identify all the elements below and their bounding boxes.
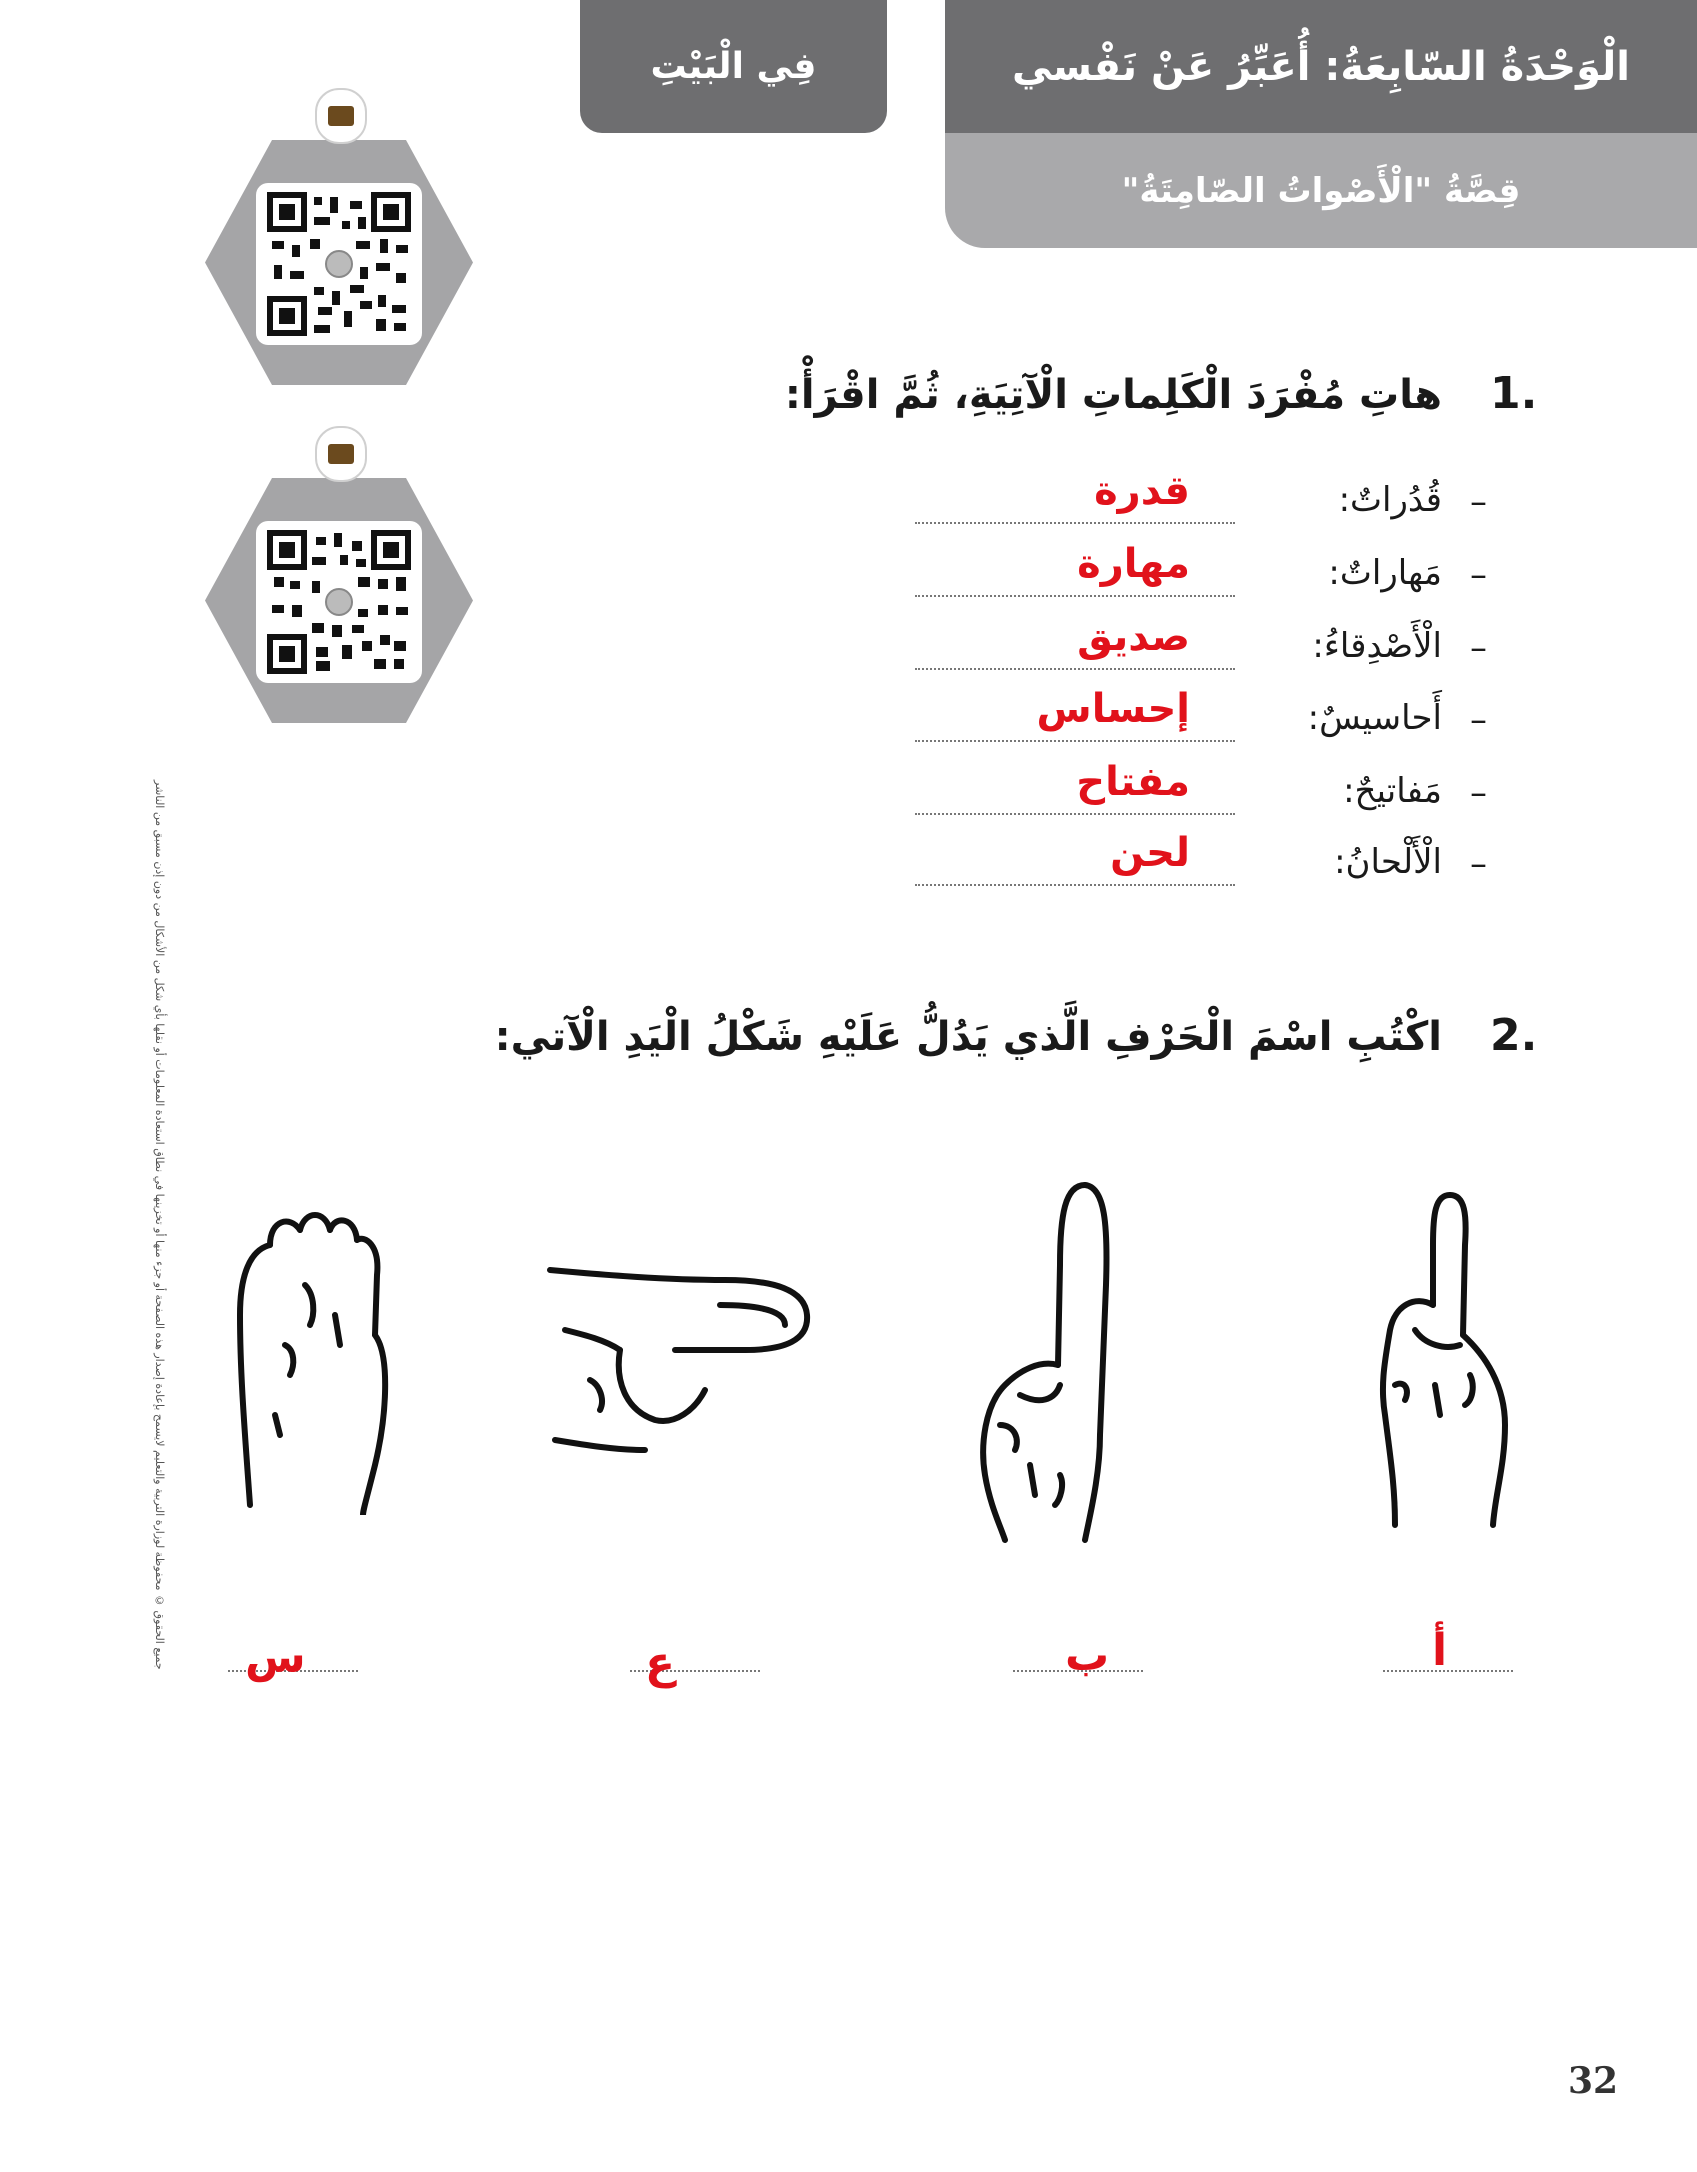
- singular-answer[interactable]: قدرة: [1094, 468, 1190, 514]
- qr-code[interactable]: [256, 521, 422, 683]
- answer-line[interactable]: [915, 595, 1235, 597]
- question-2-prompt: اكْتُبِ اسْمَ الْحَرْفِ الَّذي يَدُلُّ عَلَيْهِ شَكْلُ الْيَدِ الْآتي:: [494, 1014, 1442, 1060]
- row-dash: –: [1470, 700, 1487, 740]
- home-tab: [580, 0, 887, 133]
- question-2-number: 2.: [1490, 1010, 1538, 1061]
- row-dash: –: [1470, 628, 1487, 668]
- plural-word: الْأَلْحانُ:: [1334, 842, 1442, 882]
- answer-line[interactable]: [915, 522, 1235, 524]
- singular-answer[interactable]: مهارة: [1077, 541, 1190, 587]
- letter-answer[interactable]: أ: [1432, 1625, 1448, 1676]
- hand-sign-ba-illustration: [960, 1175, 1160, 1545]
- answer-line[interactable]: [915, 740, 1235, 742]
- qr-code-badge-2[interactable]: [205, 478, 473, 723]
- letter-answer[interactable]: ع: [645, 1638, 676, 1689]
- unit-title-banner: [945, 0, 1697, 133]
- row-dash: –: [1470, 773, 1487, 813]
- qr-code[interactable]: [256, 183, 422, 345]
- plural-word: قُدُراتٌ:: [1338, 480, 1442, 520]
- story-title-banner: [945, 133, 1697, 248]
- letter-answer-line[interactable]: [1383, 1670, 1513, 1672]
- hand-sign-ain-illustration: [545, 1250, 815, 1465]
- story-title: قِصَّةُ "الْأَصْواتُ الصّامِتَةُ": [1121, 170, 1521, 211]
- answer-line[interactable]: [915, 884, 1235, 886]
- row-dash: –: [1470, 555, 1487, 595]
- singular-answer[interactable]: لحن: [1110, 830, 1190, 876]
- hand-sign-sin-illustration: [215, 1185, 415, 1515]
- unit-title: الْوَحْدَةُ السّابِعَةُ: أُعَبِّرُ عَنْ نَفْسي: [1012, 43, 1630, 90]
- plural-word: مَفاتيحٌ:: [1343, 771, 1442, 811]
- plural-word: أَحاسيسٌ:: [1307, 698, 1442, 738]
- hand-sign-alif-illustration: [1355, 1185, 1535, 1535]
- singular-answer[interactable]: مفتاح: [1076, 759, 1190, 805]
- book-icon: [315, 88, 367, 144]
- plural-word: مَهاراتٌ:: [1328, 553, 1442, 593]
- home-tab-label: فِي الْبَيْتِ: [650, 46, 817, 87]
- singular-answer[interactable]: صديق: [1077, 614, 1190, 660]
- answer-line[interactable]: [915, 813, 1235, 815]
- question-1-number: 1.: [1490, 368, 1538, 419]
- letter-answer[interactable]: ب: [1065, 1630, 1110, 1681]
- letter-answer[interactable]: س: [245, 1632, 306, 1683]
- page-number: 32: [1568, 2060, 1619, 2102]
- plural-word: الْأَصْدِقاءُ:: [1312, 626, 1442, 666]
- question-1-prompt: هاتِ مُفْرَدَ الْكَلِماتِ الْآتِيَةِ، ثُمَّ اقْرَأْ:: [784, 372, 1442, 418]
- copyright-note: جميع الحقوق © محفوظة لوزارة التربية والتعليم لايسمح بإعادة إصدار هذه الصفحة أو جزء منها أو تخزينها في نطاق استعادة المعلومات أو نقلها بأي شكل من الأشكال من دون إذن مسبق من الناشر: [153, 780, 166, 1670]
- row-dash: –: [1470, 844, 1487, 884]
- book-icon: [315, 426, 367, 482]
- singular-answer[interactable]: إحساس: [1036, 686, 1190, 732]
- row-dash: –: [1470, 482, 1487, 522]
- qr-code-badge-1[interactable]: [205, 140, 473, 385]
- answer-line[interactable]: [915, 668, 1235, 670]
